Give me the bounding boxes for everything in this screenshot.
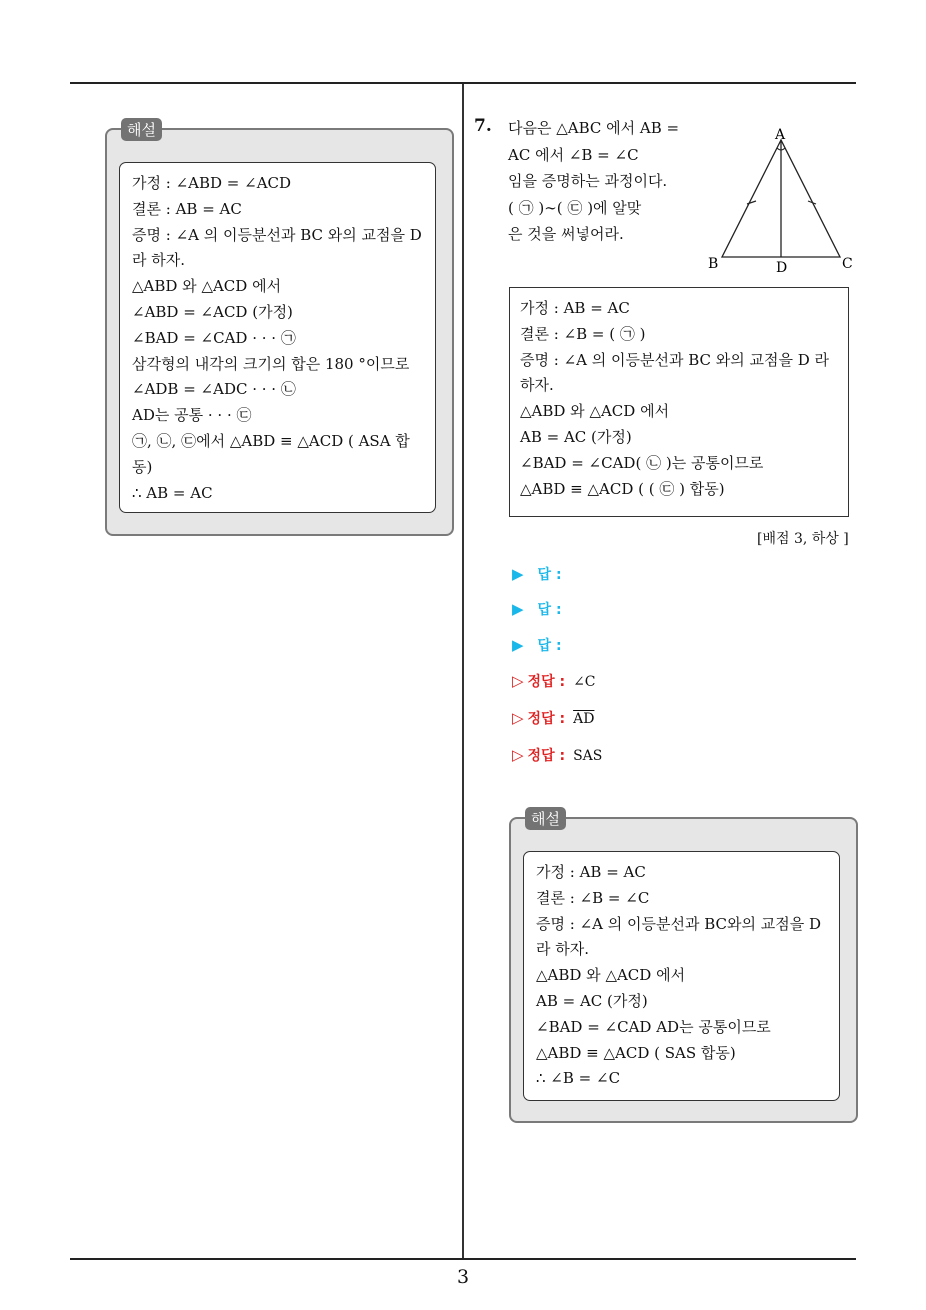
solution-line: AD는 공통 · · · ㉢ [132, 406, 252, 425]
point-label-d: D [776, 260, 788, 276]
question-line: AC 에서 ∠B = ∠C [508, 145, 639, 164]
correct-label: 정답 : [527, 711, 566, 727]
proof-line: ∠BAD = ∠CAD( ㉡ )는 공통이므로 [520, 453, 764, 472]
vertex-label-a: A [775, 127, 786, 143]
right-solution-content [523, 851, 840, 1101]
proof-line: 하자. [520, 376, 554, 395]
solution-line: 결론 : ∠B = ∠C [536, 888, 650, 907]
proof-line: 증명 : ∠A 의 이등분선과 BC 와의 교점을 D 라 [520, 350, 830, 369]
solution-line: ∠ADB = ∠ADC · · · ㉡ [132, 380, 296, 399]
solution-line: ∴ AB = AC [132, 483, 213, 502]
question-line: ( ㉠ )∼( ㉢ )에 알맞 [508, 198, 642, 217]
column-divider [462, 84, 464, 1259]
solution-line: ∠ABD = ∠ACD (가정) [132, 302, 293, 321]
correct-value: $\overline{AD}$ [573, 711, 595, 727]
play-arrow-icon: ▶ [512, 600, 524, 618]
answer-label: 답 : [537, 602, 562, 618]
solution-line: 삼각형의 내각의 크기의 합은 180 °이므로 [132, 354, 410, 373]
correct-label: 정답 : [527, 748, 566, 764]
correct-value: SAS [573, 748, 603, 764]
solution-line: 라 하자. [536, 940, 590, 959]
solution-tag: 해설 [121, 118, 162, 141]
proof-line: 가정 : AB = AC [520, 299, 630, 317]
correct-answer-row [512, 671, 596, 691]
question-line: 다음은 △ABC 에서 AB = [508, 119, 680, 137]
answer-blank-row [512, 635, 562, 655]
solution-line: 결론 : AB = AC [132, 199, 242, 218]
solution-line: 가정 : ∠ABD = ∠ACD [132, 174, 292, 192]
solution-line: △ABD ≡ △ACD ( SAS 합동) [536, 1043, 736, 1062]
solution-line: △ABD 와 △ACD 에서 [536, 966, 686, 985]
outline-arrow-icon: ▷ [512, 746, 524, 764]
solution-line: 동) [132, 457, 153, 476]
solution-line: ∴ ∠B = ∠C [536, 1069, 621, 1088]
proof-line: AB = AC (가정) [520, 427, 632, 446]
solution-line: ∠BAD = ∠CAD · · · ㉠ [132, 328, 296, 347]
question-line: 은 것을 써넣어라. [508, 225, 624, 243]
answer-label: 답 : [537, 567, 562, 583]
vertex-label-c: C [842, 256, 853, 272]
outline-arrow-icon: ▷ [512, 709, 524, 727]
answer-blank-row [512, 564, 562, 584]
solution-line: ㉠, ㉡, ㉢에서 △ABD ≡ △ACD ( ASA 합 [132, 431, 410, 450]
question-text [508, 115, 688, 248]
proof-line: 결론 : ∠B = ( ㉠ ) [520, 324, 646, 343]
play-arrow-icon: ▶ [512, 636, 524, 654]
solution-line: 증명 : ∠A 의 이등분선과 BC와의 교점을 D [536, 914, 822, 933]
proof-line: △ABD ≡ △ACD ( ( ㉢ ) 합동) [520, 479, 725, 498]
correct-label: 정답 : [527, 674, 566, 690]
solution-line: 증명 : ∠A 의 이등분선과 BC 와의 교점을 D [132, 225, 422, 244]
solution-line: △ABD 와 △ACD 에서 [132, 277, 282, 296]
right-solution-box [509, 810, 858, 1123]
triangle-figure [700, 124, 860, 279]
solution-tag: 해설 [525, 807, 566, 830]
answer-blank-row [512, 599, 562, 619]
solution-line: ∠BAD = ∠CAD AD는 공통이므로 [536, 1017, 771, 1036]
correct-answer-row [512, 708, 594, 728]
left-solution-box [105, 121, 454, 536]
page-number: 3 [456, 1266, 470, 1288]
question-line: 임을 증명하는 과정이다. [508, 172, 668, 190]
tick-mark-ab [747, 201, 756, 204]
solution-line: 라 하자. [132, 251, 186, 270]
answer-label: 답 : [537, 638, 562, 654]
solution-line: 가정 : AB = AC [536, 863, 646, 881]
question-number: 7. [474, 116, 492, 136]
proof-line: △ABD 와 △ACD 에서 [520, 402, 670, 421]
points-info: [배점 3, 하상 ] [757, 531, 849, 547]
left-solution-content [119, 162, 436, 513]
correct-value: ∠C [573, 674, 596, 690]
proof-box [509, 287, 849, 517]
solution-line: AB = AC (가정) [536, 991, 648, 1010]
correct-answer-row [512, 745, 602, 765]
play-arrow-icon: ▶ [512, 565, 524, 583]
outline-arrow-icon: ▷ [512, 672, 524, 690]
bottom-rule [70, 1258, 856, 1260]
vertex-label-b: B [708, 256, 719, 272]
